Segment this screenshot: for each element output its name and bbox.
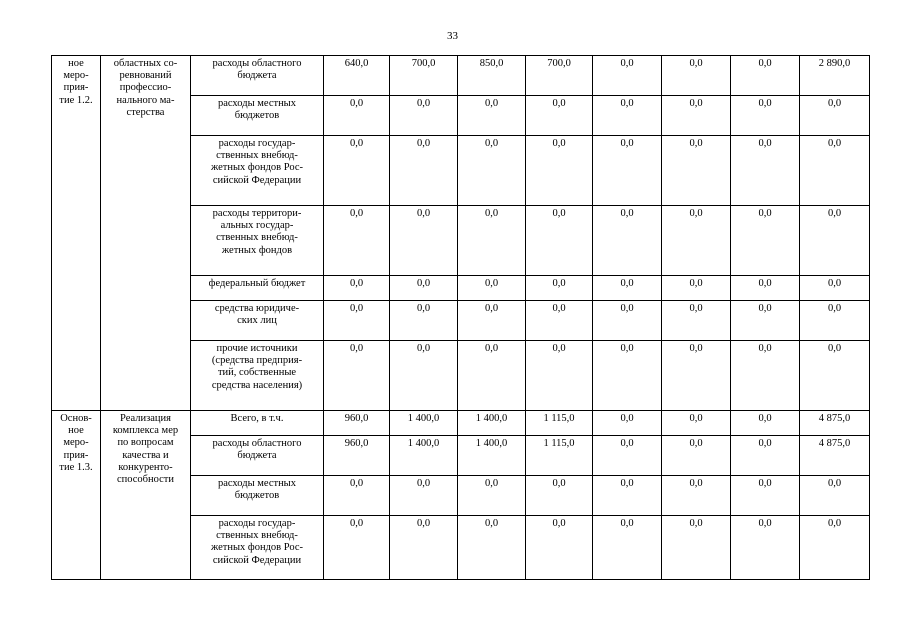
text-line: прия- <box>63 449 89 461</box>
value-cell: 0,0 <box>324 476 390 516</box>
text-line: расходы государ- <box>218 518 296 529</box>
value-cell: 1 400,0 <box>458 436 526 476</box>
value-cell: 0,0 <box>458 206 526 276</box>
value-cell: 1 400,0 <box>390 436 458 476</box>
budget-table-body <box>52 56 870 580</box>
value-cell: 0,0 <box>458 476 526 516</box>
value-cell: 0,0 <box>662 56 731 96</box>
text-line: сийской Федерации <box>212 554 302 566</box>
value-cell: 4 875,0 <box>800 436 870 476</box>
text-line: расходы областного <box>212 438 302 449</box>
value-cell: 960,0 <box>324 436 390 476</box>
value-cell: 0,0 <box>390 276 458 301</box>
value-cell: 0,0 <box>662 341 731 411</box>
value-cell: 0,0 <box>324 516 390 580</box>
funding-source-cell <box>191 341 324 411</box>
page-number: 33 <box>447 30 458 42</box>
value-cell: 960,0 <box>324 411 390 436</box>
text-line: сийской Федерации <box>212 174 302 186</box>
text-line: альных государ- <box>220 220 294 232</box>
value-cell: 0,0 <box>662 276 731 301</box>
value-cell: 0,0 <box>800 301 870 341</box>
value-cell: 1 400,0 <box>390 411 458 436</box>
text-line: меро- <box>63 70 89 82</box>
text-line: профессио- <box>119 82 172 94</box>
text-line: прия- <box>63 82 89 94</box>
text-line: Основ- <box>60 413 92 424</box>
value-cell: 0,0 <box>593 96 662 136</box>
value-cell: 0,0 <box>800 206 870 276</box>
value-cell: 0,0 <box>458 341 526 411</box>
text-line: расходы областного <box>212 58 302 69</box>
event-cell <box>52 411 101 580</box>
value-cell: 1 115,0 <box>526 411 593 436</box>
value-cell: 0,0 <box>800 516 870 580</box>
text-line: ное <box>68 425 84 437</box>
value-cell: 0,0 <box>800 136 870 206</box>
table-row <box>52 411 870 436</box>
text-line: бюджета <box>237 450 277 462</box>
text-line: Всего, в т.ч. <box>230 413 284 424</box>
value-cell: 0,0 <box>526 341 593 411</box>
table-row <box>52 56 870 96</box>
text-line: жетных фондов <box>221 244 293 256</box>
value-cell: 0,0 <box>526 476 593 516</box>
value-cell: 0,0 <box>390 96 458 136</box>
value-cell: 0,0 <box>731 476 800 516</box>
text-line: способности <box>116 474 175 486</box>
budget-table <box>51 55 870 580</box>
value-cell: 0,0 <box>458 96 526 136</box>
value-cell: 0,0 <box>731 436 800 476</box>
value-cell: 0,0 <box>800 476 870 516</box>
value-cell: 0,0 <box>662 436 731 476</box>
text-line: конкуренто- <box>118 461 173 473</box>
value-cell: 1 115,0 <box>526 436 593 476</box>
value-cell: 0,0 <box>324 206 390 276</box>
value-cell: 0,0 <box>390 136 458 206</box>
text-line: расходы местных <box>218 478 296 489</box>
value-cell: 0,0 <box>593 476 662 516</box>
value-cell: 0,0 <box>324 341 390 411</box>
value-cell: 0,0 <box>526 96 593 136</box>
funding-source-cell <box>191 56 324 96</box>
value-cell: 0,0 <box>731 301 800 341</box>
funding-source-cell <box>191 301 324 341</box>
value-cell: 4 875,0 <box>800 411 870 436</box>
text-line: бюджетов <box>234 110 280 122</box>
value-cell: 0,0 <box>731 411 800 436</box>
value-cell: 0,0 <box>662 476 731 516</box>
value-cell: 0,0 <box>731 96 800 136</box>
value-cell: 0,0 <box>662 516 731 580</box>
text-line: жетных фондов Рос- <box>210 542 303 554</box>
event-name-cell <box>101 411 191 580</box>
text-line: ственных внебюд- <box>216 530 298 542</box>
value-cell: 0,0 <box>662 411 731 436</box>
value-cell: 850,0 <box>458 56 526 96</box>
value-cell: 0,0 <box>324 276 390 301</box>
text-line: ственных внебюд- <box>216 232 298 244</box>
value-cell: 0,0 <box>390 301 458 341</box>
value-cell: 700,0 <box>526 56 593 96</box>
value-cell: 0,0 <box>390 341 458 411</box>
funding-source-cell <box>191 476 324 516</box>
event-cell <box>52 56 101 411</box>
value-cell: 0,0 <box>458 516 526 580</box>
value-cell: 0,0 <box>731 276 800 301</box>
funding-source-cell <box>191 411 324 436</box>
value-cell: 1 400,0 <box>458 411 526 436</box>
text-line: федеральный бюджет <box>208 278 306 289</box>
value-cell: 0,0 <box>458 136 526 206</box>
text-line: расходы территори- <box>212 208 302 219</box>
value-cell: 0,0 <box>593 436 662 476</box>
text-line: бюджета <box>237 70 277 82</box>
value-cell: 0,0 <box>593 206 662 276</box>
value-cell: 0,0 <box>731 341 800 411</box>
value-cell: 700,0 <box>390 56 458 96</box>
text-line: тие 1.3. <box>59 461 93 473</box>
text-line: нального ма- <box>116 94 175 106</box>
text-line: стерства <box>126 106 165 118</box>
text-line: областных со- <box>113 58 178 69</box>
value-cell: 0,0 <box>526 301 593 341</box>
funding-source-cell <box>191 206 324 276</box>
text-line: ских лиц <box>237 315 277 327</box>
value-cell: 0,0 <box>662 206 731 276</box>
value-cell: 640,0 <box>324 56 390 96</box>
text-line: меро- <box>63 437 89 449</box>
text-line: жетных фондов Рос- <box>210 162 303 174</box>
value-cell: 0,0 <box>390 476 458 516</box>
text-line: Реализация <box>120 413 171 424</box>
funding-source-cell <box>191 516 324 580</box>
value-cell: 0,0 <box>593 136 662 206</box>
value-cell: 0,0 <box>593 516 662 580</box>
value-cell: 0,0 <box>324 96 390 136</box>
text-line: ревнований <box>119 70 172 82</box>
value-cell: 0,0 <box>662 96 731 136</box>
value-cell: 0,0 <box>324 136 390 206</box>
value-cell: 0,0 <box>800 341 870 411</box>
funding-source-cell <box>191 96 324 136</box>
value-cell: 0,0 <box>593 276 662 301</box>
text-line: (средства предприя- <box>211 355 303 367</box>
value-cell: 0,0 <box>390 206 458 276</box>
event-name-cell <box>101 56 191 411</box>
text-line: тий, собственные <box>217 367 297 379</box>
value-cell: 0,0 <box>526 276 593 301</box>
text-line: средства юридиче- <box>214 303 300 314</box>
value-cell: 0,0 <box>731 516 800 580</box>
value-cell: 0,0 <box>593 56 662 96</box>
value-cell: 0,0 <box>593 411 662 436</box>
value-cell: 0,0 <box>458 276 526 301</box>
value-cell: 0,0 <box>593 341 662 411</box>
value-cell: 0,0 <box>662 136 731 206</box>
funding-source-cell <box>191 276 324 301</box>
value-cell: 0,0 <box>458 301 526 341</box>
value-cell: 0,0 <box>662 301 731 341</box>
text-line: средства населения) <box>211 379 303 391</box>
value-cell: 0,0 <box>800 96 870 136</box>
value-cell: 0,0 <box>731 56 800 96</box>
text-line: по вопросам <box>117 437 174 449</box>
text-line: качества и <box>122 449 169 461</box>
text-line: комплекса мер <box>112 425 179 437</box>
value-cell: 0,0 <box>526 206 593 276</box>
value-cell: 0,0 <box>526 136 593 206</box>
value-cell: 0,0 <box>324 301 390 341</box>
value-cell: 0,0 <box>526 516 593 580</box>
funding-source-cell <box>191 436 324 476</box>
text-line: бюджетов <box>234 490 280 502</box>
value-cell: 0,0 <box>731 136 800 206</box>
value-cell: 2 890,0 <box>800 56 870 96</box>
text-line: ственных внебюд- <box>216 150 298 162</box>
value-cell: 0,0 <box>390 516 458 580</box>
text-line: расходы местных <box>218 98 296 109</box>
text-line: прочие источники <box>216 343 298 354</box>
text-line: расходы государ- <box>218 138 296 149</box>
value-cell: 0,0 <box>731 206 800 276</box>
text-line: тие 1.2. <box>59 94 93 106</box>
value-cell: 0,0 <box>800 276 870 301</box>
value-cell: 0,0 <box>593 301 662 341</box>
text-line: ное <box>68 58 84 69</box>
funding-source-cell <box>191 136 324 206</box>
